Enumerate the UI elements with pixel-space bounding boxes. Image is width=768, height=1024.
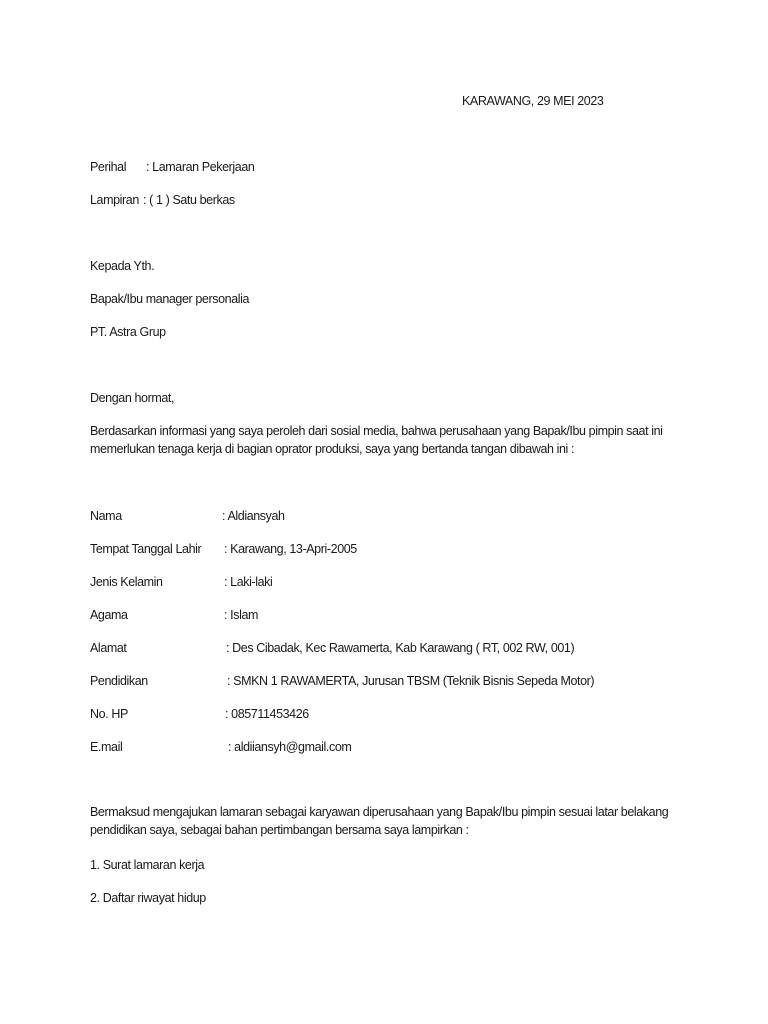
field-label-gender: Jenis Kelamin [90,575,163,589]
field-label-religion: Agama [90,608,128,622]
field-value-religion: : Islam [224,608,259,622]
field-value-name: : Aldiansyah [222,509,285,523]
field-value-email: : aldiiansyh@gmail.com [228,740,352,754]
field-value-address: : Des Cibadak, Kec Rawamerta, Kab Karawang ( RT, 002 RW, 001) [226,641,575,655]
field-label-name: Nama [90,509,122,523]
closing-paragraph [90,803,690,839]
field-label-address: Alamat [90,641,127,655]
recipient-line: PT. Astra Grup [90,325,166,339]
closing-line: pendidikan saya, sebagai bahan pertimbangan bersama saya lampirkan : [90,823,469,837]
attachment-item: 1. Surat lamaran kerja [90,858,205,872]
intro-paragraph [90,422,690,458]
field-value-phone: : 085711453426 [225,707,309,721]
letter-date: KARAWANG, 29 MEI 2023 [462,94,604,108]
subject-label: Perihal [90,160,127,174]
intro-line: memerlukan tenaga kerja di bagian oprator produksi, saya yang bertanda tangan dibawah ini : [90,442,575,456]
intro-line: Berdasarkan informasi yang saya peroleh dari sosial media, bahwa perusahaan yang Bapak/Ibu pimpin saat ini [90,424,663,438]
field-label-birth: Tempat Tanggal Lahir [90,542,202,556]
field-value-education: : SMKN 1 RAWAMERTA, Jurusan TBSM (Teknik Bisnis Sepeda Motor) [227,674,595,688]
recipient-line: Kepada Yth. [90,259,155,273]
subject-value: : Lamaran Pekerjaan [146,160,255,174]
recipient-line: Bapak/Ibu manager personalia [90,292,250,306]
field-label-email: E.mail [90,740,123,754]
attachment-value: : ( 1 ) Satu berkas [143,193,235,207]
field-label-phone: No. HP [90,707,128,721]
closing-line: Bermaksud mengajukan lamaran sebagai karyawan diperusahaan yang Bapak/Ibu pimpin sesuai latar belakang [90,805,669,819]
field-label-education: Pendidikan [90,674,148,688]
field-value-gender: : Laki-laki [224,575,273,589]
field-value-birth: : Karawang, 13-Apri-2005 [224,542,357,556]
attachment-item: 2. Daftar riwayat hidup [90,891,206,905]
attachment-label: Lampiran [90,193,139,207]
greeting: Dengan hormat, [90,391,175,405]
